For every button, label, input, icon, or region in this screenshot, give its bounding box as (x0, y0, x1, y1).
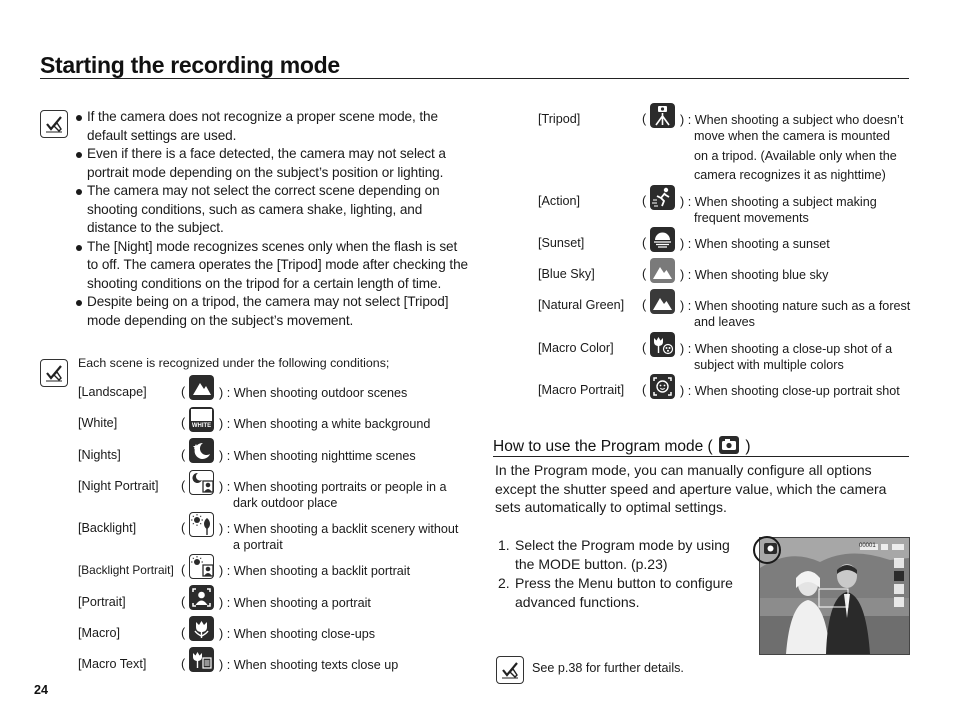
paren: ( (181, 626, 186, 640)
paren: ( (181, 595, 186, 609)
paren: ( (642, 267, 647, 281)
scene-desc: ) : When shooting a subject making (680, 195, 877, 209)
blue-sky-icon (650, 258, 675, 283)
scene-name: [Landscape] (78, 385, 147, 399)
paren: ( (181, 416, 186, 430)
scene-desc-line2: a portrait (233, 538, 283, 552)
step-1 (498, 536, 738, 574)
scene-name: [Backlight] (78, 521, 137, 535)
scene-desc: ) : When shooting nighttime scenes (219, 449, 416, 463)
program-heading (493, 436, 750, 456)
landscape-icon (189, 375, 214, 400)
action-icon (650, 185, 675, 210)
paren: ( (642, 383, 647, 397)
step-number: 1. (498, 537, 510, 553)
scene-name: [Natural Green] (538, 298, 625, 312)
list-item: Even if there is a face detected, the camera may not select a portrait mode depending on the subject’s position or lighting. (76, 145, 468, 182)
scene-desc: ) : When shooting a backlit portrait (219, 564, 411, 578)
lcd-photo (760, 538, 909, 654)
program-steps (498, 536, 738, 612)
scene-name: [Action] (538, 194, 580, 208)
scene-desc: ) : When shooting portraits or people in a (219, 480, 447, 494)
sunset-icon (650, 227, 675, 252)
scene-name: [Blue Sky] (538, 267, 595, 281)
scene-desc-line4: camera recognizes it as nighttime) (694, 168, 886, 182)
scenes-intro: Each scene is recognized under the following conditions; (78, 356, 390, 370)
scene-desc: ) : When shooting a portrait (219, 596, 371, 610)
scene-name: [Portrait] (78, 595, 126, 609)
tips-list (76, 108, 468, 330)
scene-name: [Macro Text] (78, 657, 147, 671)
step-text: Select the Program mode by using the MODE button. (p.23) (515, 537, 730, 572)
scene-desc: ) : When shooting texts close up (219, 658, 399, 672)
program-heading-suffix: ) (745, 438, 751, 455)
scene-desc: ) : When shooting a close-up shot of a (680, 342, 893, 356)
scene-desc: ) : When shooting a subject who doesn’t (680, 113, 904, 127)
macro-color-icon (650, 332, 675, 357)
program-divider (493, 456, 909, 457)
macro-text-icon (189, 647, 214, 672)
list-item: The [Night] mode recognizes scenes only when the flash is set to off. The camera operates the [Tripod] mode after checking the shooting conditions on the tripod for a certain length of time. (76, 238, 468, 294)
list-item: Despite being on a tripod, the camera may not select [Tripod] mode depending on the subject’s movement. (76, 293, 468, 330)
white-icon-label: WHITE (191, 423, 212, 429)
nights-icon (189, 438, 214, 463)
scene-desc: ) : When shooting close-ups (219, 627, 376, 641)
scene-desc-line2: subject with multiple colors (694, 358, 844, 372)
paren: ( (181, 385, 186, 399)
note-icon (40, 110, 68, 138)
scene-name: [Macro Portrait] (538, 383, 625, 397)
paren: ( (642, 298, 647, 312)
natural-green-icon (650, 289, 675, 314)
scene-name: [Night Portrait] (78, 479, 159, 493)
macro-portrait-icon (650, 374, 675, 399)
white-icon (189, 407, 214, 432)
paren: ( (642, 112, 647, 126)
step-text: Press the Menu button to configure advanced functions. (515, 575, 733, 610)
scene-name: [White] (78, 416, 118, 430)
page-title: Starting the recording mode (40, 52, 340, 78)
paren: ( (181, 563, 186, 577)
macro-icon (189, 616, 214, 641)
title-divider (40, 78, 909, 79)
scene-desc: ) : When shooting outdoor scenes (219, 386, 408, 400)
tripod-icon (650, 103, 675, 128)
lcd-counter: 00001 (859, 543, 876, 549)
backlight-portrait-icon (189, 554, 214, 579)
scene-desc-line2: frequent movements (694, 211, 809, 225)
program-heading-prefix: How to use the Program mode ( (493, 438, 713, 455)
scene-name: [Macro] (78, 626, 120, 640)
step-2 (498, 574, 738, 612)
program-camera-icon (719, 436, 739, 454)
backlight-icon (189, 512, 214, 537)
mode-highlight-circle (753, 536, 781, 564)
paren: ( (181, 479, 186, 493)
scene-name: [Macro Color] (538, 341, 614, 355)
paren: ( (181, 657, 186, 671)
scene-desc: ) : When shooting a white background (219, 417, 431, 431)
step-number: 2. (498, 575, 510, 591)
paren: ( (642, 341, 647, 355)
scene-desc: ) : When shooting close-up portrait shot (680, 384, 900, 398)
see-also-note: See p.38 for further details. (532, 661, 684, 675)
scene-name: [Sunset] (538, 236, 585, 250)
scene-name: [Backlight Portrait] (78, 563, 174, 577)
page-number: 24 (34, 683, 49, 697)
scene-desc-line2: move when the camera is mounted (694, 129, 891, 143)
portrait-icon (189, 585, 214, 610)
scene-desc: ) : When shooting a sunset (680, 237, 830, 251)
note-icon (496, 656, 524, 684)
scene-desc: ) : When shooting blue sky (680, 268, 829, 282)
scene-desc: ) : When shooting nature such as a forest (680, 299, 911, 313)
list-item: If the camera does not recognize a proper scene mode, the default settings are used. (76, 108, 468, 145)
program-description: In the Program mode, you can manually configure all options except the shutter speed and aperture value, which the camera sets automatically to optimal settings. (495, 462, 887, 515)
scene-name: [Nights] (78, 448, 121, 462)
scene-desc-line2: and leaves (694, 315, 755, 329)
camera-lcd-preview (759, 537, 910, 655)
paren: ( (642, 236, 647, 250)
paren: ( (181, 448, 186, 462)
note-icon (40, 359, 68, 387)
scene-desc-line3: on a tripod. (Available only when the (694, 149, 897, 163)
night-portrait-icon (189, 470, 214, 495)
scene-name: [Tripod] (538, 112, 581, 126)
paren: ( (181, 521, 186, 535)
list-item: The camera may not select the correct scene depending on shooting conditions, such as camera shake, lighting, and distance to the subject. (76, 182, 468, 238)
scene-desc: ) : When shooting a backlit scenery without (219, 522, 459, 536)
paren: ( (642, 194, 647, 208)
scene-desc-line2: dark outdoor place (233, 496, 338, 510)
